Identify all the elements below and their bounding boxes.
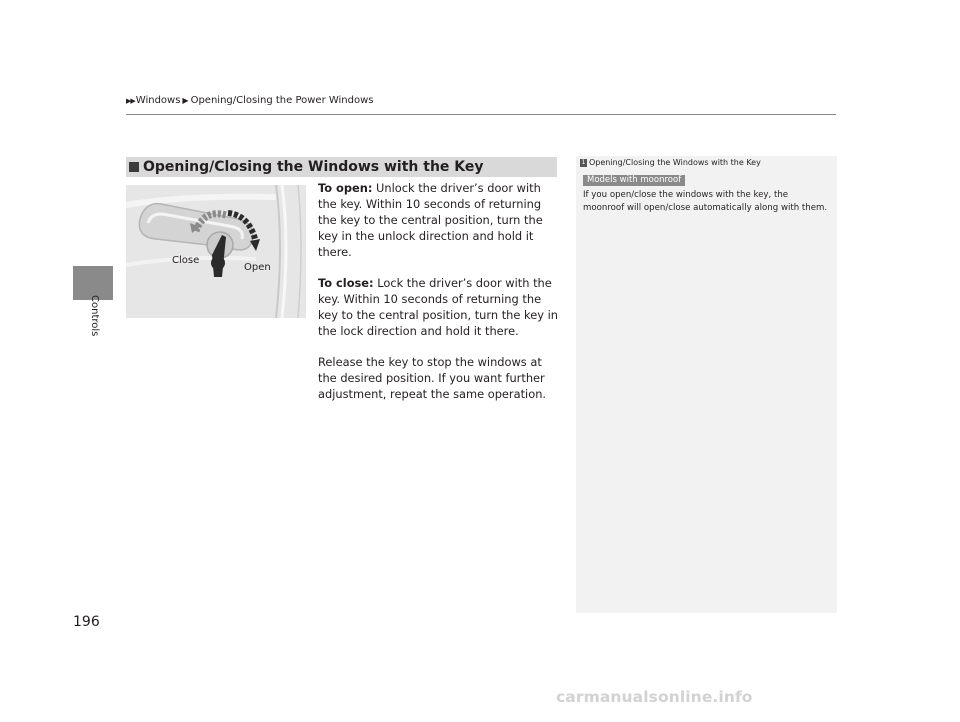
- header-divider: [126, 114, 836, 115]
- section-square-icon: [129, 162, 139, 172]
- door-key-illustration: [126, 185, 306, 318]
- watermark: carmanualsonline.info: [556, 688, 753, 706]
- double-triangle-icon: ▶▶: [126, 96, 135, 105]
- breadcrumb: [126, 95, 374, 106]
- breadcrumb-separator-icon: ▶: [182, 96, 189, 105]
- close-label: Close: [172, 255, 200, 266]
- section-body: [318, 180, 560, 417]
- chapter-label: Controls: [89, 295, 100, 337]
- open-text: Unlock the driver’s door with the key. Within 10 seconds of returning the key to the central position, turn the key in the unlock direction and hold it there.: [318, 181, 543, 259]
- section-header: [126, 157, 557, 177]
- close-paragraph: [318, 275, 560, 339]
- note-heading-text: Opening/Closing the Windows with the Key: [589, 158, 761, 167]
- section-title: Opening/Closing the Windows with the Key: [143, 159, 484, 175]
- note-text: If you open/close the windows with the key, the moonroof will open/close automatically along with them.: [583, 190, 828, 213]
- breadcrumb-current[interactable]: Opening/Closing the Power Windows: [190, 95, 374, 106]
- open-paragraph: [318, 180, 560, 260]
- note-ref-icon: 1: [581, 158, 586, 166]
- notes-panel: [576, 156, 837, 613]
- close-text: Lock the driver’s door with the key. Within 10 seconds of returning the key to the central position, turn the key in the lock direction and hold it there.: [318, 276, 558, 338]
- model-badge: Models with moonroof: [583, 175, 685, 186]
- close-lead: To close:: [318, 276, 374, 290]
- open-label: Open: [244, 262, 271, 273]
- open-lead: To open:: [318, 181, 373, 195]
- door-handle-drawing: [126, 185, 306, 318]
- note-heading[interactable]: [580, 158, 761, 167]
- page-number: 196: [73, 614, 100, 630]
- breadcrumb-parent[interactable]: Windows: [135, 95, 181, 106]
- release-paragraph: Release the key to stop the windows at the desired position. If you want further adjustment, repeat the same operation.: [318, 355, 547, 401]
